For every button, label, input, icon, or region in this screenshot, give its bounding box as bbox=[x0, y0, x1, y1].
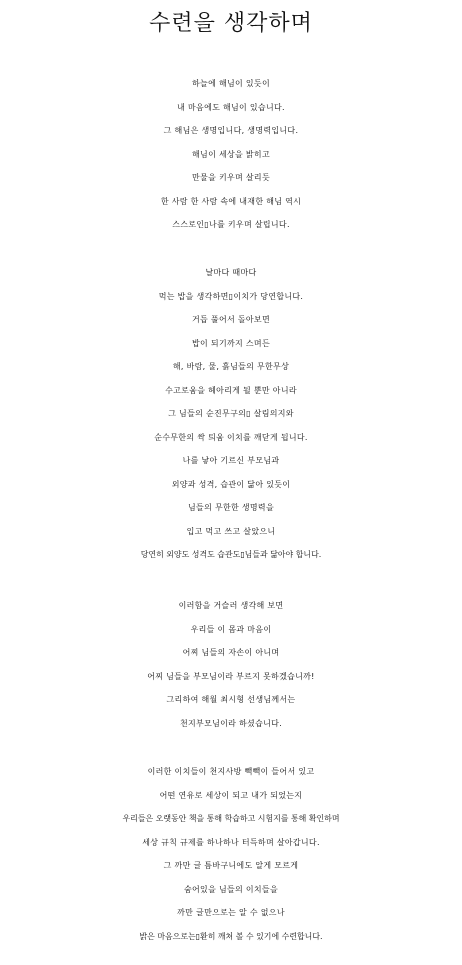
poem-line: 만물을 키우며 살리듯 bbox=[192, 173, 270, 182]
poem-line: 님들의 무한한 생명력을 bbox=[188, 503, 274, 512]
poem-line: 이러함을 거슬러 생각해 보면 bbox=[178, 601, 284, 610]
poem-line: 어떤 연유로 세상이 되고 내가 되었는지 bbox=[159, 790, 303, 800]
stanza-2 bbox=[0, 261, 462, 567]
poem-title: 수련을 생각하며 bbox=[149, 11, 313, 36]
poem-line: 순수무한의 싹 틔움 이치를 깨닫게 됩니다. bbox=[154, 432, 308, 442]
poem-line: 먹는 밥을 생각하면▯이치가 당연합니다. bbox=[158, 291, 304, 301]
poem-line: 우리들 이 몸과 마음이 bbox=[190, 624, 272, 634]
poem-line: 수고로움을 헤아리게 될 뿐만 아니라 bbox=[165, 385, 297, 395]
poem-line: 해님이 세상을 밝히고 bbox=[192, 149, 270, 159]
poem-line: 밥이 되기까지 스며든 bbox=[192, 338, 270, 348]
poem-line: 당연히 외양도 성격도 습관도▯님들과 닮아야 합니다. bbox=[140, 550, 322, 559]
stanza-3 bbox=[0, 594, 462, 735]
poem-line: 그 님들의 순진무구의▯ 살림의지와 bbox=[168, 409, 294, 418]
poem-line: 해, 바람, 물, 흙님들의 무한무상 bbox=[172, 362, 290, 371]
poem-line: 그 까만 글 틈바구니에도 알게 모르게 bbox=[163, 861, 299, 870]
poem-line: 하늘에 해님이 있듯이 bbox=[192, 79, 270, 88]
poem-line: 내 마음에도 해님이 있습니다. bbox=[177, 102, 285, 112]
stanza-4 bbox=[0, 760, 462, 948]
poem-line: 입고 먹고 쓰고 살았으니 bbox=[186, 526, 276, 536]
poem-line: 천지부모님이라 하셨습니다. bbox=[179, 718, 283, 728]
poem-line: 어찌 님들의 자손이 아니며 bbox=[182, 648, 280, 657]
poem-line: 나를 낳아 기르신 부모님과 bbox=[182, 456, 280, 465]
stanza-1 bbox=[0, 72, 462, 237]
poem-line: 까만 글만으로는 알 수 없으나 bbox=[177, 908, 285, 917]
poem-line: 이러한 이치들이 천지사방 빽빽이 들어서 있고 bbox=[147, 767, 315, 776]
poem-line: 세상 규칙 규제를 하나하나 터득하며 살아갑니다. bbox=[142, 837, 320, 847]
poem-line: 외양과 성격, 습관이 닮아 있듯이 bbox=[171, 479, 291, 489]
poem-line: 거듭 풀어서 돌아보면 bbox=[192, 315, 270, 324]
poem-line: 그리하여 해월 최시형 선생님께서는 bbox=[166, 695, 296, 704]
poem-line: 밝은 마음으로는▯환히 깨쳐 볼 수 있기에 수련합니다. bbox=[139, 931, 323, 941]
poem-line: 그 해님은 생명입니다, 생명력입니다. bbox=[163, 126, 299, 135]
poem-line: 스스로인▯나를 키우며 살립니다. bbox=[172, 220, 290, 229]
poem-line: 한 사람 한 사람 속에 내재한 해님 역시 bbox=[160, 196, 302, 206]
poem-line: 우리들은 오랫동안 책을 통해 학습하고 시험지를 통해 확인하며 bbox=[122, 814, 340, 823]
poem-line: 숨어있을 님들의 이치들을 bbox=[184, 884, 278, 894]
poem-line: 날마다 때마다 bbox=[205, 268, 257, 277]
poem-line: 어찌 님들을 부모님이라 부르지 못하겠습니까! bbox=[147, 671, 315, 681]
